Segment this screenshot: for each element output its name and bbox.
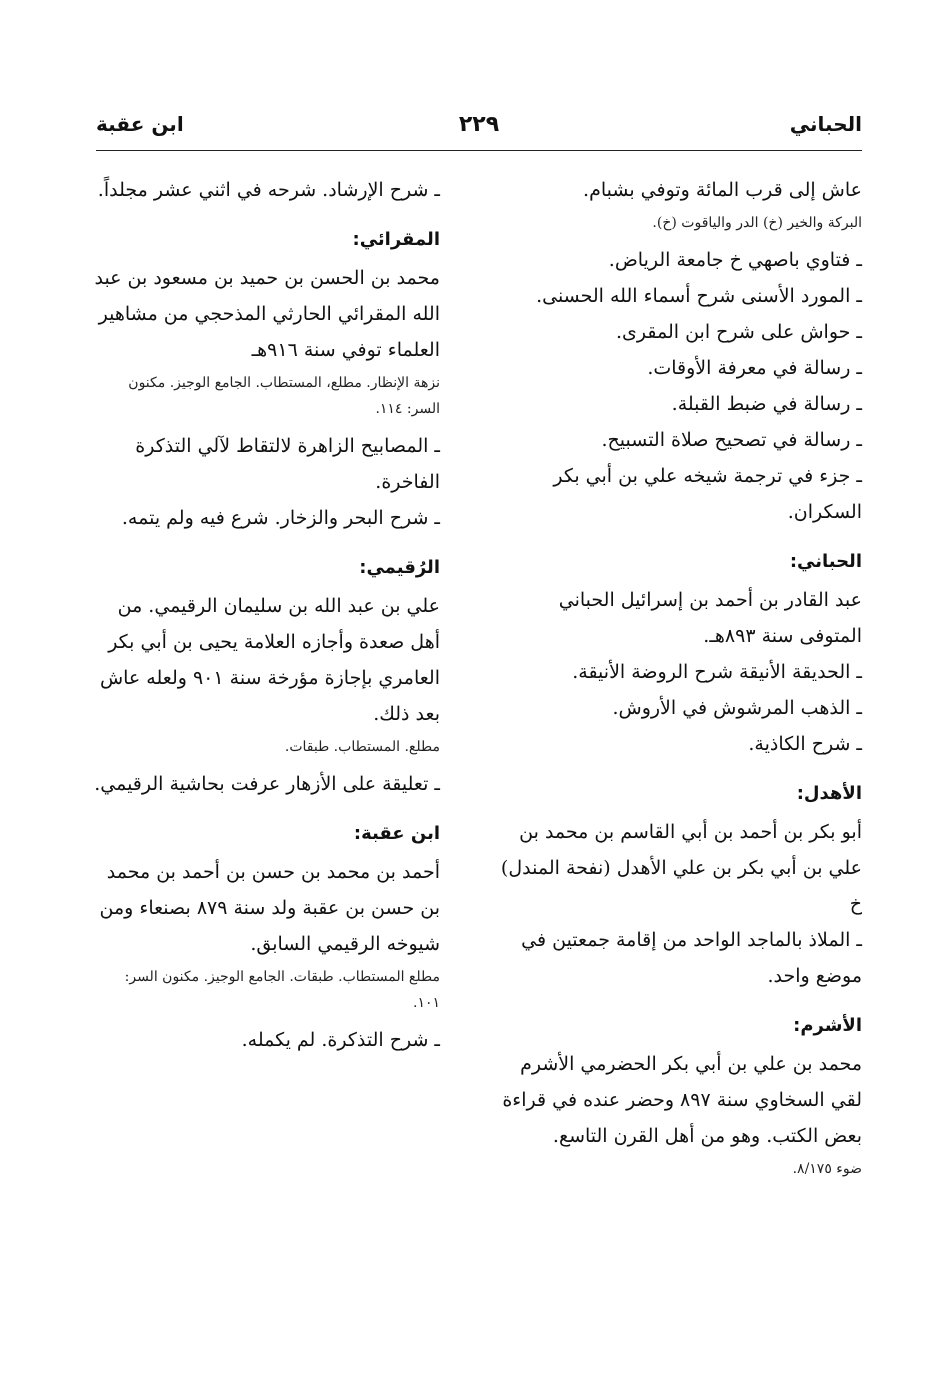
entry-heading: ابن عقبة: bbox=[353, 823, 440, 844]
entry-heading: الرُقيمي: bbox=[359, 557, 440, 578]
header-right-title: الحباني bbox=[789, 112, 862, 136]
header-rule bbox=[96, 150, 862, 151]
entry-text: أحمد بن محمد بن حسن بن أحمد بن محمد بن حسن بن عقبة ولد سنة ٨٧٩ بصنعاء ومن شيوخه الرقيمي السابق. bbox=[99, 861, 440, 955]
work-item: ـ تعليقة على الأزهار عرفت بحاشية الرقيمي. bbox=[94, 773, 440, 795]
source-note: مطلع. المستطاب. طبقات. bbox=[284, 739, 440, 755]
entry-text: محمد بن علي بن أبي بكر الحضرمي الأشرم لقي السخاوي سنة ٨٩٧ وحضر عنده في قراءة بعض الكتب. وهو من أهل القرن التاسع. bbox=[502, 1053, 862, 1147]
entry-text: عاش إلى قرب المائة وتوفي بشبام. bbox=[583, 179, 862, 201]
entry-heading: المقرائي: bbox=[352, 229, 440, 250]
page-number: ٢٢٩ bbox=[458, 112, 500, 137]
entry-text: علي بن عبد الله بن سليمان الرقيمي. من أهل صعدة وأجازه العلامة يحيى بن أبي بكر العامري بإجازة مؤرخة سنة ٩٠١ ولعله عاش بعد ذلك. bbox=[99, 595, 440, 725]
work-item: ـ رسالة في تصحيح صلاة التسبيح. bbox=[601, 429, 862, 451]
source-note: نزهة الإنظار. مطلع، المستطاب. الجامع الوجيز. مكنون السر: ١١٤. bbox=[128, 375, 440, 417]
work-item: ـ فتاوي باصهي خ جامعة الرياض. bbox=[608, 249, 862, 271]
work-item: ـ شرح التذكرة. لم يكمله. bbox=[241, 1029, 440, 1051]
entry-heading: الأهدل: bbox=[796, 783, 862, 804]
entry-text: محمد بن الحسن بن حميد بن مسعود بن عبد الله المقرائي الحارثي المذحجي من مشاهير العلماء توفي سنة ٩١٦هـ bbox=[94, 267, 440, 361]
header-left-title: ابن عقبة bbox=[96, 112, 184, 136]
work-item: ـ الحديقة الأنيقة شرح الروضة الأنيقة. bbox=[572, 661, 862, 683]
source-note: البركة والخير (خ) الدر والياقوت (خ). bbox=[652, 215, 862, 231]
entry-heading: الأشرم: bbox=[793, 1015, 862, 1036]
source-note: مطلع المستطاب. طبقات. الجامع الوجيز. مكنون السر: ١٠١. bbox=[124, 969, 440, 1011]
running-header bbox=[96, 112, 862, 148]
work-item: ـ الذهب المرشوش في الأروش. bbox=[612, 697, 862, 719]
work-item: ـ المصابيح الزاهرة لالتقاط لآلي التذكرة الفاخرة. bbox=[135, 435, 440, 493]
work-item: ـ شرح الكاذية. bbox=[748, 733, 862, 755]
work-item: ـ شرح الإرشاد. شرحه في اثني عشر مجلداً. bbox=[97, 179, 440, 201]
entry-text: أبو بكر بن أحمد بن أبي القاسم بن محمد بن علي بن أبي بكر بن علي الأهدل (نفحة المندل) خ bbox=[500, 821, 862, 915]
work-item: ـ المورد الأسنى شرح أسماء الله الحسنى. bbox=[536, 285, 862, 307]
work-item: ـ شرح البحر والزخار. شرع فيه ولم يتمه. bbox=[121, 507, 440, 529]
source-note: ضوء ٨/١٧٥. bbox=[792, 1161, 862, 1177]
work-item: ـ رسالة في ضبط القبلة. bbox=[671, 393, 862, 415]
work-item: ـ رسالة في معرفة الأوقات. bbox=[647, 357, 862, 379]
entry-heading: الحباني: bbox=[789, 551, 862, 572]
work-item: ـ حواش على شرح ابن المقرى. bbox=[615, 321, 862, 343]
entry-text: عبد القادر بن أحمد بن إسرائيل الحباني المتوفى سنة ٨٩٣هـ. bbox=[558, 589, 862, 647]
left-column bbox=[94, 172, 440, 1058]
right-column bbox=[498, 172, 862, 1188]
work-item: ـ جزء في ترجمة شيخه علي بن أبي بكر السكران. bbox=[553, 465, 862, 523]
work-item: ـ الملاذ بالماجد الواحد من إقامة جمعتين في موضع واحد. bbox=[521, 929, 862, 987]
